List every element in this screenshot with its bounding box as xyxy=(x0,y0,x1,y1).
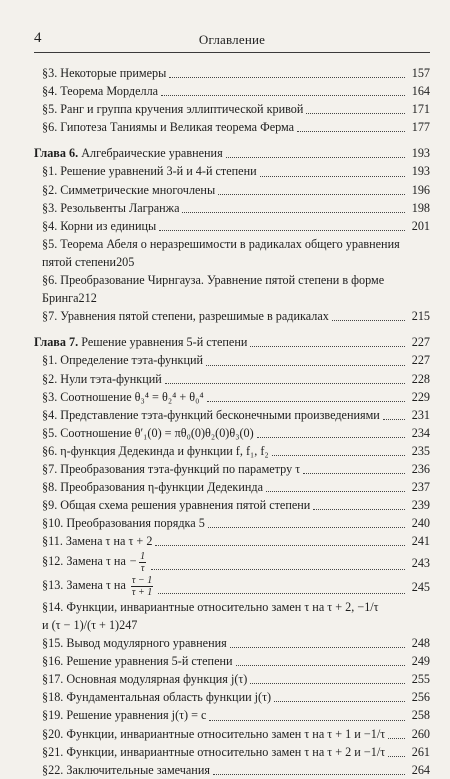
page-ref: 171 xyxy=(411,102,430,117)
dot-leader xyxy=(303,473,405,474)
section-title: §5. Ранг и группа кручения эллиптической кривой xyxy=(42,102,304,117)
toc-section-multiline[interactable] xyxy=(34,235,430,271)
section-text: §13. Замена τ на xyxy=(42,578,129,593)
page-ref: 198 xyxy=(411,200,430,215)
page-number: 4 xyxy=(34,30,42,46)
dot-leader xyxy=(260,176,405,177)
fraction-denominator: τ xyxy=(140,563,145,575)
toc-section[interactable] xyxy=(34,688,430,706)
page-ref: 258 xyxy=(411,708,430,723)
page-ref: 227 xyxy=(411,353,430,368)
chapter-label: Глава 7. xyxy=(34,335,79,350)
page-ref: 255 xyxy=(411,672,430,687)
page-ref: 215 xyxy=(411,309,430,324)
dot-leader xyxy=(151,569,405,570)
page-ref: 235 xyxy=(411,443,430,458)
page-ref: 245 xyxy=(411,579,430,594)
toc-section[interactable] xyxy=(34,496,430,514)
page-ref: 157 xyxy=(411,66,430,80)
dot-leader xyxy=(313,509,405,510)
toc-section[interactable] xyxy=(34,725,430,743)
section-title: §15. Вывод модулярного уравнения xyxy=(42,636,227,651)
page-ref: 240 xyxy=(411,516,430,531)
minus-sign: − xyxy=(128,554,138,569)
dot-leader xyxy=(250,683,405,684)
section-title-line2: Бринга xyxy=(42,291,79,306)
section-title: §21. Функции, инвариантные относительно замен τ на τ + 2 и −1/τ xyxy=(42,744,386,759)
fraction-numerator: τ − 1 xyxy=(131,574,153,586)
toc-section[interactable] xyxy=(34,217,430,235)
page-ref: 260 xyxy=(411,726,430,741)
dot-leader xyxy=(257,437,405,438)
section-title: §16. Решение уравнения 5-й степени xyxy=(42,654,233,669)
chapter-label: Глава 6. xyxy=(34,146,79,161)
page-ref: 177 xyxy=(411,120,430,135)
toc-section[interactable] xyxy=(34,82,430,100)
section-title: §1. Определение тэта-функций xyxy=(42,353,204,368)
running-header xyxy=(34,30,430,53)
toc-section[interactable] xyxy=(34,406,430,424)
toc-section[interactable] xyxy=(34,370,430,388)
dot-leader xyxy=(250,346,405,347)
section-title: §3. Резольвенты Лагранжа xyxy=(42,200,180,215)
dot-leader xyxy=(388,738,405,739)
section-title: §2. Симметрические многочлены xyxy=(42,182,216,197)
table-of-contents xyxy=(34,64,430,779)
toc-section[interactable] xyxy=(34,199,430,217)
page-ref: 237 xyxy=(411,480,430,495)
dot-leader xyxy=(272,455,405,456)
dot-leader xyxy=(218,194,405,195)
toc-section[interactable] xyxy=(34,478,430,496)
chapter-title xyxy=(34,144,223,162)
page-ref: 248 xyxy=(411,636,430,651)
section-title: §20. Функции, инвариантные относительно замен τ на τ + 1 и −1/τ xyxy=(42,726,386,741)
section-title: §3. Соотношение θ₃⁴ = θ₂⁴ + θ₀⁴ xyxy=(42,389,204,404)
dot-leader xyxy=(207,401,405,402)
page-ref: 164 xyxy=(411,84,430,99)
section-title: §8. Преобразования η-функции Дедекинда xyxy=(42,480,263,495)
dot-leader xyxy=(213,774,405,775)
section-title: §6. η-функция Дедекинда и функции f, f₁, f₂ xyxy=(42,443,269,458)
toc-section[interactable] xyxy=(34,761,430,779)
toc-section[interactable] xyxy=(34,574,430,598)
page-ref: 264 xyxy=(411,762,430,777)
section-title-line1: §5. Теорема Абеля о неразрешимости в радикалах общего уравнения xyxy=(42,236,400,251)
toc-section[interactable] xyxy=(34,351,430,369)
dot-leader xyxy=(209,720,405,721)
page-ref: 201 xyxy=(411,218,430,233)
dot-leader xyxy=(297,131,405,132)
toc-section[interactable] xyxy=(34,550,430,574)
page-ref: 239 xyxy=(411,498,430,513)
dot-leader xyxy=(155,545,405,546)
section-title xyxy=(42,550,148,574)
dot-leader xyxy=(274,701,405,702)
section-title: §2. Нули тэта-функций xyxy=(42,371,162,386)
chapter-gap xyxy=(34,136,430,144)
section-title xyxy=(42,574,155,598)
toc-section[interactable] xyxy=(34,743,430,761)
toc-section-multiline[interactable] xyxy=(34,598,430,634)
page-ref: 227 xyxy=(411,335,430,350)
fraction xyxy=(131,575,153,598)
toc-section[interactable] xyxy=(34,706,430,724)
dot-leader xyxy=(169,77,405,78)
section-title: §18. Фундаментальная область функции j(τ) xyxy=(42,690,272,705)
fraction-numerator: 1 xyxy=(140,551,146,563)
toc-section[interactable] xyxy=(34,307,430,325)
dot-leader xyxy=(165,383,405,384)
running-title: Оглавление xyxy=(198,32,266,47)
dot-leader xyxy=(206,365,405,366)
section-title-line1: §14. Функции, инвариантные относительно замен τ на τ + 2, −1/τ xyxy=(42,599,379,614)
section-title: §10. Преобразования порядка 5 xyxy=(42,516,205,531)
dot-leader xyxy=(230,647,405,648)
section-title-line2-row xyxy=(42,616,430,634)
page-ref: 243 xyxy=(411,556,430,571)
dot-leader xyxy=(208,527,405,528)
toc-section[interactable] xyxy=(34,442,430,460)
toc-section[interactable] xyxy=(34,460,430,478)
page-ref: 229 xyxy=(411,389,430,404)
chapter-name: Решение уравнения 5-й степени xyxy=(81,335,248,350)
page-ref: 247 xyxy=(119,617,138,632)
section-text: §12. Замена τ на xyxy=(42,554,129,569)
section-title-line2-row xyxy=(42,253,430,271)
dot-leader xyxy=(332,320,405,321)
section-title: §4. Корни из единицы xyxy=(42,218,157,233)
section-title: §22. Заключительные замечания xyxy=(42,762,210,777)
page-ref: 212 xyxy=(78,291,97,306)
toc-section[interactable] xyxy=(34,424,430,442)
dot-leader xyxy=(306,113,405,114)
page-ref: 193 xyxy=(411,164,430,179)
chapter-title xyxy=(34,333,247,351)
section-title: §9. Общая схема решения уравнения пятой степени xyxy=(42,498,311,513)
page-ref: 231 xyxy=(411,407,430,422)
page-ref: 234 xyxy=(411,425,430,440)
dot-leader xyxy=(226,157,405,158)
section-title-line2: пятой степени xyxy=(42,254,117,269)
section-title: §17. Основная модулярная функция j(τ) xyxy=(42,672,248,687)
section-title: §1. Решение уравнений 3-й и 4-й степени xyxy=(42,164,257,179)
dot-leader xyxy=(159,230,405,231)
toc-section[interactable] xyxy=(34,634,430,652)
page-ref: 196 xyxy=(411,182,430,197)
toc-section[interactable] xyxy=(34,670,430,688)
dot-leader xyxy=(236,665,405,666)
section-title-line1: §6. Преобразование Чирнгауза. Уравнение пятой степени в форме xyxy=(42,273,385,288)
section-title: §3. Некоторые примеры xyxy=(42,66,167,80)
toc-chapter[interactable] xyxy=(34,333,430,351)
page-ref: 205 xyxy=(116,254,135,269)
toc-section[interactable] xyxy=(34,388,430,406)
section-title: §7. Уравнения пятой степени, разрешимые в радикалах xyxy=(42,309,329,324)
section-title: §11. Замена τ на τ + 2 xyxy=(42,534,153,549)
dot-leader xyxy=(158,593,405,594)
toc-section[interactable] xyxy=(34,118,430,136)
toc-section[interactable] xyxy=(34,532,430,550)
toc-section[interactable] xyxy=(34,100,430,118)
dot-leader xyxy=(388,756,405,757)
section-title: §7. Преобразования тэта-функций по параметру τ xyxy=(42,461,301,476)
section-title: §5. Соотношение θ′₁(0) = πθ₀(0)θ₂(0)θ₃(0) xyxy=(42,425,254,440)
toc-section-multiline[interactable] xyxy=(34,271,430,307)
toc-section[interactable] xyxy=(34,64,430,82)
section-title: §6. Гипотеза Таниямы и Великая теорема Ферма xyxy=(42,120,295,135)
section-title: §4. Теорема Морделла xyxy=(42,84,159,99)
chapter-gap xyxy=(34,325,430,333)
toc-section[interactable] xyxy=(34,514,430,532)
page-ref: 261 xyxy=(411,744,430,759)
toc-chapter[interactable] xyxy=(34,144,430,162)
section-title: §4. Представление тэта-функций бесконечными произведениями xyxy=(42,407,380,422)
fraction-denominator: τ + 1 xyxy=(131,586,153,598)
dot-leader xyxy=(383,419,405,420)
page-ref: 228 xyxy=(411,371,430,386)
section-title-line2-row xyxy=(42,289,430,307)
toc-section[interactable] xyxy=(34,162,430,180)
dot-leader xyxy=(182,212,405,213)
chapter-name: Алгебраические уравнения xyxy=(81,146,223,161)
toc-section[interactable] xyxy=(34,652,430,670)
page-ref: 193 xyxy=(411,146,430,161)
page-ref: 256 xyxy=(411,690,430,705)
dot-leader xyxy=(161,95,405,96)
section-title-line2: и (τ − 1)/(τ + 1) xyxy=(42,617,120,632)
section-title: §19. Решение уравнения j(τ) = c xyxy=(42,708,207,723)
toc-section[interactable] xyxy=(34,181,430,199)
dot-leader xyxy=(266,491,405,492)
fraction xyxy=(139,551,146,574)
page-ref: 236 xyxy=(411,461,430,476)
page-ref: 249 xyxy=(411,654,430,669)
page-ref: 241 xyxy=(411,534,430,549)
